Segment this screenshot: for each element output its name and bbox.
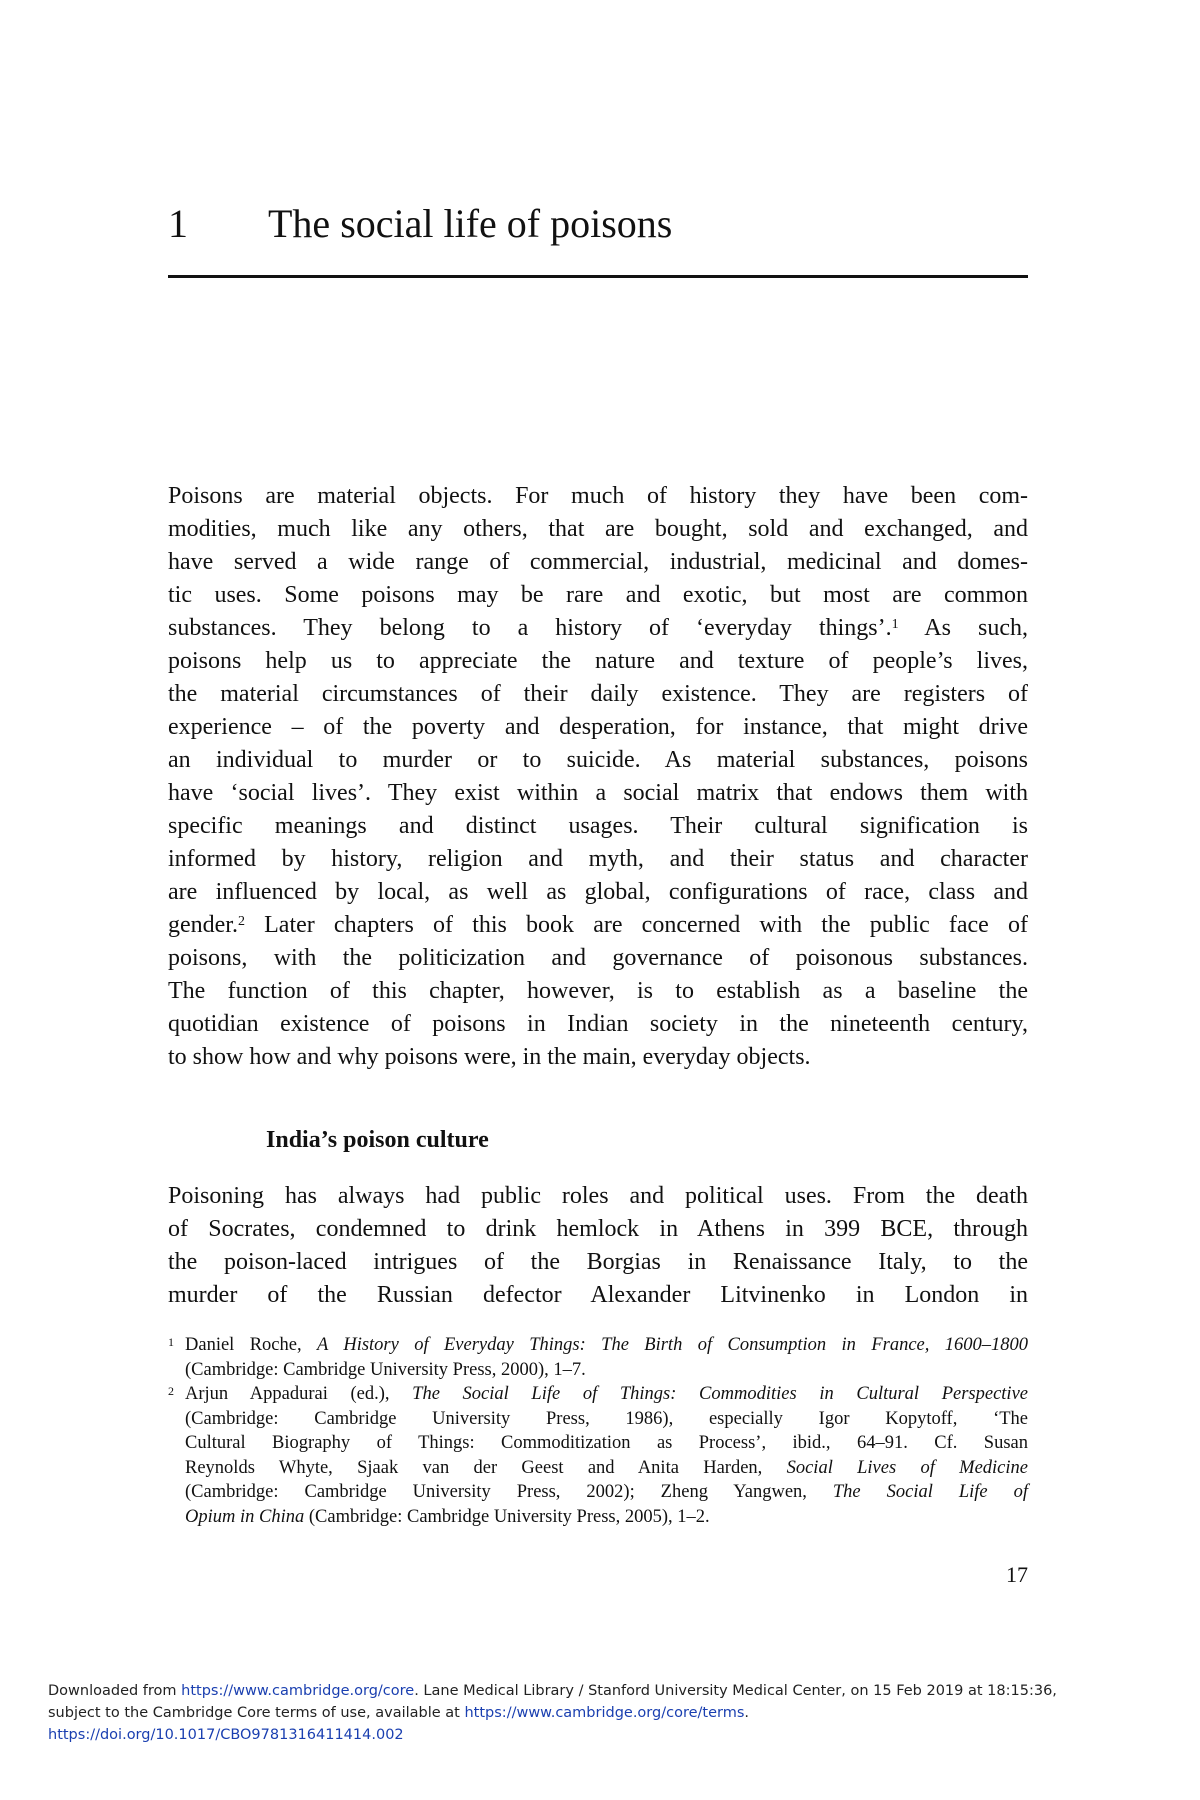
- text-line: gender.$^2$ Later chapters of this book are concerned with the public face of: [168, 912, 1028, 938]
- footnote-2: [168, 1382, 1028, 1529]
- footnote-line: Reynolds Whyte, Sjaak van der Geest and Anita Harden, Social Lives of Medicine: [185, 1457, 1028, 1478]
- text-line: have ‘social lives’. They exist within a social matrix that endows them with: [168, 780, 1028, 806]
- footnote-line: (Cambridge: Cambridge University Press, 2000), 1–7.: [185, 1359, 586, 1380]
- footnote-marker: 2: [168, 1384, 174, 1398]
- text-line: are influenced by local, as well as global, configurations of race, class and: [168, 879, 1028, 905]
- download-line-1: Downloaded from https://www.cambridge.org/core. Lane Medical Library / Stanford University Medical Center, on 15 Feb 2019 at 18:15:36,: [48, 1683, 1057, 1699]
- footnote-ref-1[interactable]: 1: [891, 617, 899, 632]
- text-line: experience – of the poverty and desperation, for instance, that might drive: [168, 714, 1028, 740]
- text-line: specific meanings and distinct usages. Their cultural signification is: [168, 813, 1028, 839]
- text-line: substances. They belong to a history of ‘everyday things’.$^1$ As such,: [168, 615, 1028, 641]
- footnote-line: Daniel Roche, A History of Everyday Things: The Birth of Consumption in France, 1600–1800: [185, 1335, 1029, 1355]
- footnote-ref-2[interactable]: 2: [237, 914, 245, 929]
- download-line-3: [48, 1724, 1158, 1746]
- text-line: murder of the Russian defector Alexander Litvinenko in London in: [168, 1282, 1028, 1308]
- chapter-number: 1: [168, 201, 188, 246]
- section-heading: India’s poison culture: [266, 1127, 489, 1153]
- download-note: [48, 1680, 1158, 1746]
- footnote-line: Opium in China (Cambridge: Cambridge University Press, 2005), 1–2.: [185, 1506, 710, 1527]
- text-line: poisons help us to appreciate the nature and texture of people’s lives,: [168, 648, 1028, 674]
- footnote-line: Arjun Appadurai (ed.), The Social Life of Things: Commodities in Cultural Perspective: [185, 1384, 1028, 1404]
- chapter-rule: [168, 275, 1028, 278]
- footnote-line: (Cambridge: Cambridge University Press, 2002); Zheng Yangwen, The Social Life of: [185, 1482, 1028, 1502]
- text-line: The function of this chapter, however, is to establish as a baseline the: [168, 978, 1028, 1004]
- text-line: the material circumstances of their daily existence. They are registers of: [168, 681, 1028, 707]
- footnote-1: [168, 1333, 1028, 1382]
- download-line-2: subject to the Cambridge Core terms of use, available at https://www.cambridge.org/core/terms.: [48, 1705, 749, 1721]
- text-line: to show how and why poisons were, in the main, everyday objects.: [168, 1044, 811, 1070]
- text-line: Poisoning has always had public roles and political uses. From the death: [168, 1183, 1028, 1209]
- text-line: poisons, with the politicization and governance of poisonous substances.: [168, 945, 1028, 971]
- footnote-marker: 1: [168, 1335, 174, 1349]
- core-link[interactable]: https://www.cambridge.org/core: [181, 1683, 415, 1699]
- page-number: 17: [1006, 1562, 1028, 1587]
- section-paragraph: [168, 1180, 1028, 1312]
- terms-link[interactable]: https://www.cambridge.org/core/terms: [464, 1705, 745, 1721]
- footnote-line: (Cambridge: Cambridge University Press, 1986), especially Igor Kopytoff, ‘The: [185, 1408, 1028, 1429]
- text-line: tic uses. Some poisons may be rare and exotic, but most are common: [168, 582, 1028, 608]
- chapter-title: The social life of poisons: [268, 201, 673, 246]
- text-line: the poison-laced intrigues of the Borgias in Renaissance Italy, to the: [168, 1249, 1028, 1275]
- footnotes: [168, 1333, 1028, 1529]
- doi-link[interactable]: https://doi.org/10.1017/CBO9781316411414.002: [48, 1727, 404, 1743]
- text-line: quotidian existence of poisons in Indian society in the nineteenth century,: [168, 1011, 1028, 1037]
- text-line: an individual to murder or to suicide. As material substances, poisons: [168, 747, 1028, 773]
- text-line: modities, much like any others, that are bought, sold and exchanged, and: [168, 516, 1028, 542]
- text-line: Poisons are material objects. For much of history they have been com-: [168, 483, 1028, 509]
- text-line: informed by history, religion and myth, and their status and character: [168, 846, 1028, 872]
- text-line: have served a wide range of commercial, industrial, medicinal and domes-: [168, 549, 1028, 575]
- text-line: of Socrates, condemned to drink hemlock in Athens in 399 BCE, through: [168, 1216, 1028, 1242]
- intro-paragraph: [168, 480, 1028, 1074]
- footnote-line: Cultural Biography of Things: Commoditization as Process’, ibid., 64–91. Cf. Susan: [185, 1433, 1028, 1453]
